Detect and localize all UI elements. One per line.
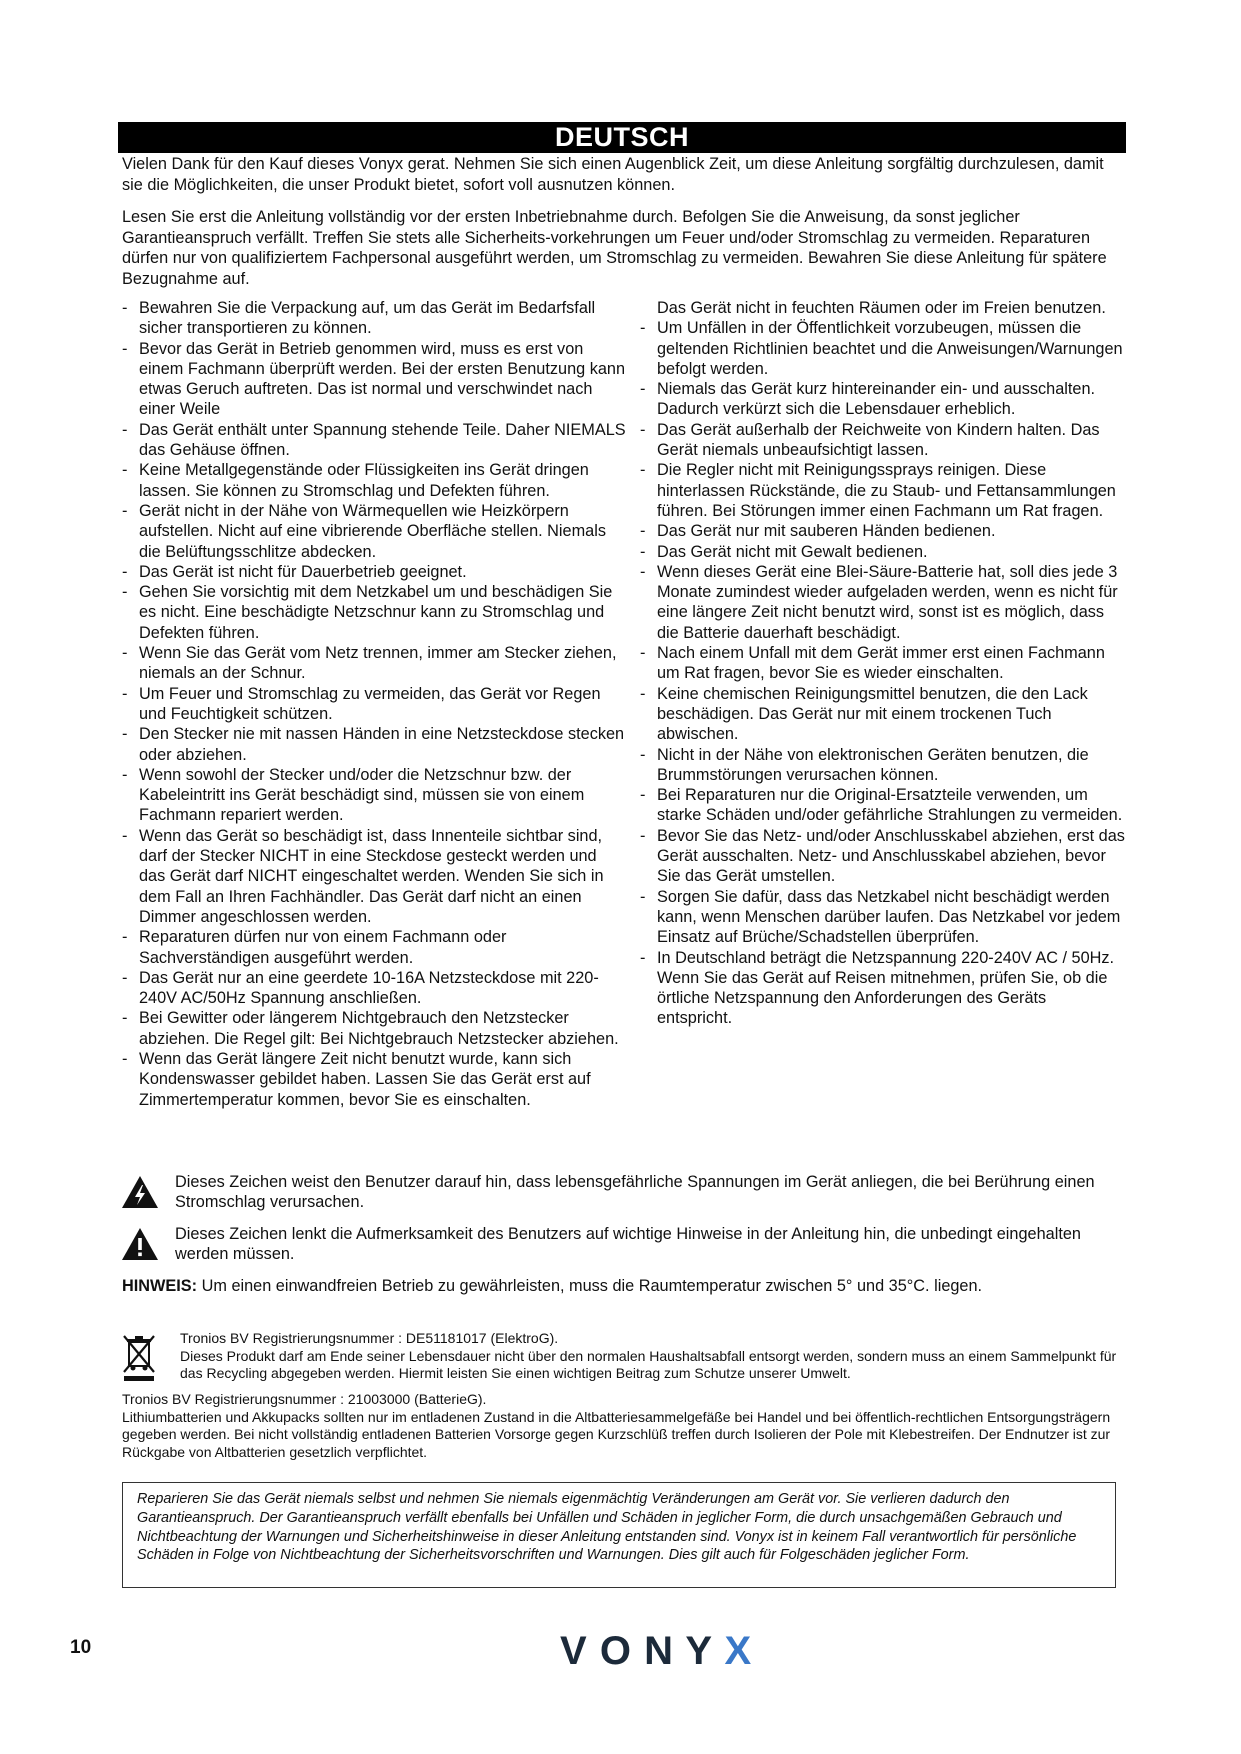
vonyx-logo [560, 1628, 753, 1673]
bullet-dash: - [640, 461, 646, 480]
bullet-dash: - [640, 380, 646, 399]
list-item [640, 826, 1125, 887]
list-item-text: Bei Gewitter oder längerem Nichtgebrauch den Netzstecker abziehen. Die Regel gilt: Bei Nichtgebrauch Netzstecker abziehen. [139, 1009, 619, 1048]
list-item [122, 562, 627, 582]
list-item [640, 948, 1125, 1029]
list-item [122, 643, 627, 684]
bullet-dash: - [640, 786, 646, 805]
bullet-dash: - [122, 644, 128, 663]
list-item [640, 887, 1125, 948]
list-item [122, 724, 627, 765]
list-item-text: Das Gerät nur mit sauberen Händen bedienen. [657, 522, 996, 541]
list-item [640, 542, 1125, 562]
list-item [122, 684, 627, 725]
bullet-dash: - [640, 420, 646, 439]
list-item-text: Bevor das Gerät in Betrieb genommen wird, muss es erst von einem Fachmann überprüft werden. Bei der ersten Benutzung kann etwas Geruch auftreten. Das ist normal und verschwindet nach einer Weile [139, 339, 626, 419]
list-item [640, 379, 1125, 420]
bullet-dash: - [122, 339, 128, 358]
bullet-dash: - [122, 826, 128, 845]
logo-letter: O [599, 1629, 632, 1673]
attention-warning-text: Dieses Zeichen lenkt die Aufmerksamkeit des Benutzers auf wichtige Hinweise in der Anleitung hin, die unbedingt eingehalten werden müssen. [175, 1225, 1081, 1264]
bullet-dash: - [122, 562, 128, 581]
list-item-text: Reparaturen dürfen nur von einem Fachmann oder Sachverständigen ausgeführt werden. [139, 928, 507, 967]
bullet-dash: - [640, 887, 646, 906]
list-item [640, 318, 1125, 379]
list-item [640, 460, 1125, 521]
weee-text: Dieses Produkt darf am Ende seiner Lebensdauer nicht über den normalen Haushaltsabfall entsorgt werden, sondern muss an einem Sammelpunkt für das Recycling abgegeben werden. Hiermit leisten Sie einen wichtigen Beitrag zum Schutze unserer Umwelt. [180, 1347, 1117, 1381]
bullet-dash: - [640, 684, 646, 703]
list-item-text: Wenn dieses Gerät eine Blei-Säure-Batterie hat, soll dies jede 3 Monate zumindest wieder aufgeladen werden, wenn es nicht für eine längere Zeit nicht benutzt wird, sonst ist es möglich, dass die Batterie dauerhaft beschädigt. [657, 562, 1118, 642]
bullet-dash: - [122, 501, 128, 520]
list-item-text: Niemals das Gerät kurz hintereinander ein- und ausschalten. Dadurch verkürzt sich die Lebensdauer erheblich. [657, 380, 1096, 419]
list-item [122, 420, 627, 461]
bullet-dash: - [640, 542, 646, 561]
bullet-dash: - [640, 948, 646, 967]
list-item [640, 562, 1125, 643]
safety-list-right [640, 298, 1125, 1029]
list-item [640, 684, 1125, 745]
weee-registration: Tronios BV Registrierungsnummer : DE51181017 (ElektroG). [180, 1330, 559, 1346]
list-item-text: Gerät nicht in der Nähe von Wärmequellen wie Heizkörpern aufstellen. Nicht auf eine vibrierende Oberfläche stellen. Niemals die Belüftungsschlitze abdecken. [139, 501, 606, 561]
bullet-dash: - [122, 725, 128, 744]
list-item-text: Sorgen Sie dafür, dass das Netzkabel nicht beschädigt werden kann, wenn Menschen darüber laufen. Das Netzkabel vor jedem Einsatz auf Brüche/Schadstellen überprüfen. [657, 887, 1121, 947]
list-item-text: Die Regler nicht mit Reinigungssprays reinigen. Diese hinterlassen Rückstände, die zu Staub- und Fettansammlungen führen. Bei Störungen immer einen Fachmann um Rat fragen. [657, 461, 1116, 520]
note-label: HINWEIS: [122, 1277, 198, 1295]
logo-letter: Y [685, 1629, 713, 1673]
list-item-text: Bei Reparaturen nur die Original-Ersatzteile verwenden, um starke Schäden und/oder gefährliche Strahlungen zu vermeiden. [657, 786, 1123, 825]
list-item [122, 927, 627, 968]
intro-paragraph-1: Vielen Dank für den Kauf dieses Vonyx gerat. Nehmen Sie sich einen Augenblick Zeit, um diese Anleitung sorgfältig durchzulesen, damit sie die Möglichkeiten, die unser Produkt bietet, sofort voll ausnutzen können. [122, 155, 1104, 194]
bullet-dash: - [640, 644, 646, 663]
bullet-dash: - [122, 583, 128, 602]
list-item-text: Das Gerät nicht mit Gewalt bedienen. [657, 542, 928, 561]
bullet-dash: - [122, 299, 128, 317]
bullet-dash: - [122, 684, 128, 703]
list-item-text: Um Feuer und Stromschlag zu vermeiden, das Gerät vor Regen und Feuchtigkeit schützen. [139, 684, 601, 723]
disclaimer-box: Reparieren Sie das Gerät niemals selbst und nehmen Sie niemals eigenmächtig Veränderungen am Gerät vor. Sie verlieren dadurch den Garantieanspruch. Der Garantieanspruch verfällt ebenfalls bei Unfällen und Schäden in jeglicher Form, die durch unsachgemäßen Gebrauch und Nichtbeachtung der Warnungen und Sicherheitshinweise in dieser Anleitung entstanden sind. Vonyx ist in keinem Fall verantwortlich für persönliche Schäden in Folge von Nichtbeachtung der Sicherheitsvorschriften und Warnungen. Dies gilt auch für Folgeschäden jeglicher Form. [122, 1482, 1116, 1588]
bullet-dash: - [640, 826, 646, 845]
page-number: 10 [70, 1637, 92, 1658]
bullet-dash: - [640, 319, 646, 338]
logo-letter: X [724, 1629, 753, 1673]
list-item-text: Wenn sowohl der Stecker und/oder die Netzschnur bzw. der Kabeleintritt ins Gerät beschädigt sind, müssen sie von einem Fachmann repariert werden. [139, 765, 585, 825]
list-item [122, 826, 627, 927]
list-item-text: Wenn Sie das Gerät vom Netz trennen, immer am Stecker ziehen, niemals an der Schnur. [139, 644, 617, 683]
list-item-text: Nicht in der Nähe von elektronischen Geräten benutzen, die Brummstörungen verursachen können. [657, 745, 1089, 784]
list-item-text: Bevor Sie das Netz- und/oder Anschlusskabel abziehen, erst das Gerät ausschalten. Netz- und Anschlusskabel abziehen, bevor Sie das Gerät umstellen. [657, 826, 1125, 886]
list-item [122, 765, 627, 826]
high-voltage-icon [120, 1174, 160, 1210]
list-item-text: Bewahren Sie die Verpackung auf, um das Gerät im Bedarfsfall sicher transportieren zu können. [139, 299, 596, 338]
list-item [122, 298, 627, 339]
list-item-text: Um Unfällen in der Öffentlichkeit vorzubeugen, müssen die geltenden Richtlinien beachtet und die Anweisungen/Warnungen befolgt werden. [657, 319, 1123, 378]
bullet-dash: - [122, 1009, 128, 1028]
battery-text: Lithiumbatterien und Akkupacks sollten nur im entladenen Zustand in die Altbatteriesammelgefäße bei Handel und bei öffentlich-rechtlichen Entsorgungsträgern gegeben werden. Bei nicht vollständig entladenen Batterien Vorsorge gegen Kurzschlüß treffen durch Isolieren der Pole mit Klebestreifen. Der Endnutzer ist zur Rückgabe von Altbatterien gesetzlich verpflichtet. [122, 1408, 1111, 1460]
list-item [640, 420, 1125, 461]
voltage-warning-text: Dieses Zeichen weist den Benutzer darauf hin, dass lebensgefährliche Spannungen im Gerät anliegen, die bei Berührung einen Stromschlag verursachen. [175, 1173, 1095, 1212]
list-continuation: Das Gerät nicht in feuchten Räumen oder im Freien benutzen. [657, 299, 1106, 317]
logo-letter: N [644, 1629, 674, 1673]
crossed-bin-icon [122, 1334, 156, 1382]
list-item [122, 1008, 627, 1049]
list-item [122, 460, 627, 501]
section-title: DEUTSCH [118, 122, 1126, 153]
bullet-dash: - [122, 1049, 128, 1068]
list-item-text: Den Stecker nie mit nassen Händen in eine Netzsteckdose stecken oder abziehen. [139, 725, 625, 764]
list-item [122, 501, 627, 562]
list-item-text: Wenn das Gerät so beschädigt ist, dass Innenteile sichtbar sind, darf der Stecker NICHT in eine Steckdose gesteckt werden und das Gerät darf NICHT eingeschaltet werden. Wenden Sie sich in dem Fall an Ihren Fachhändler. Das Gerät darf nicht an einen Dimmer angeschlossen werden. [139, 826, 604, 926]
exclamation-icon [120, 1226, 160, 1262]
list-item [640, 521, 1125, 541]
logo-letter: V [560, 1629, 588, 1673]
intro-paragraph-2: Lesen Sie erst die Anleitung vollständig vor der ersten Inbetriebnahme durch. Befolgen Sie die Anweisung, da sonst jeglicher Garantieanspruch verfällt. Treffen Sie stets alle Sicherheits-vorkehrungen um Feuer und/oder Stromschlag zu vermeiden. Reparaturen dürfen nur von qualifiziertem Fachpersonal ausgeführt werden, um Stromschlag zu vermeiden. Bewahren Sie diese Anleitung für spätere Bezugnahme auf. [122, 208, 1107, 288]
safety-list-left [122, 298, 627, 1110]
svg-text:V O N Y [560, 1629, 752, 1673]
list-item [122, 339, 627, 420]
list-item-text: Keine chemischen Reinigungsmittel benutzen, die den Lack beschädigen. Das Gerät nur mit einem trockenen Tuch abwischen. [657, 684, 1088, 744]
note-text: Um einen einwandfreien Betrieb zu gewährleisten, muss die Raumtemperatur zwischen 5° und 35°C. liegen. [197, 1277, 983, 1295]
battery-registration: Tronios BV Registrierungsnummer : 21003000 (BatterieG). [122, 1391, 487, 1407]
list-item-text: Nach einem Unfall mit dem Gerät immer erst einen Fachmann um Rat fragen, bevor Sie es wieder einschalten. [657, 644, 1105, 683]
list-item-text: Das Gerät enthält unter Spannung stehende Teile. Daher NIEMALS das Gehäuse öffnen. [139, 420, 626, 460]
list-item [122, 1049, 627, 1110]
list-item [122, 968, 627, 1009]
list-item-text: Wenn das Gerät längere Zeit nicht benutzt wurde, kann sich Kondenswasser gebildet haben. Lassen Sie das Gerät erst auf Zimmertemperatur kommen, bevor Sie es einschalten. [139, 1049, 591, 1109]
note [122, 1276, 1122, 1297]
list-item [640, 785, 1125, 826]
battery-notice [122, 1391, 1132, 1461]
list-item-text: Das Gerät nur an eine geerdete 10-16A Netzsteckdose mit 220-240V AC/50Hz Spannung anschließen. [139, 968, 599, 1008]
bullet-dash: - [640, 522, 646, 541]
bullet-dash: - [122, 968, 128, 987]
list-item [640, 643, 1125, 684]
bullet-dash: - [122, 928, 128, 947]
list-item-text: In Deutschland beträgt die Netzspannung 220-240V AC / 50Hz. Wenn Sie das Gerät auf Reisen mitnehmen, prüfen Sie, ob die örtliche Netzspannung den Anforderungen des Geräts entspricht. [657, 948, 1115, 1028]
bullet-dash: - [122, 420, 128, 439]
list-item-text: Keine Metallgegenstände oder Flüssigkeiten ins Gerät dringen lassen. Sie können zu Stromschlag und Defekten führen. [139, 461, 589, 500]
list-item [122, 582, 627, 643]
list-item-text: Das Gerät außerhalb der Reichweite von Kindern halten. Das Gerät niemals unbeaufsichtigt lassen. [657, 420, 1100, 460]
bullet-dash: - [122, 765, 128, 784]
bullet-dash: - [122, 461, 128, 480]
bullet-dash: - [640, 562, 646, 581]
list-item-text: Gehen Sie vorsichtig mit dem Netzkabel um und beschädigen Sie es nicht. Eine beschädigte Netzschnur kann zu Stromschlag und Defekten führen. [139, 583, 613, 642]
list-item-text: Das Gerät ist nicht für Dauerbetrieb geeignet. [139, 562, 467, 581]
bullet-dash: - [640, 745, 646, 764]
list-item [640, 745, 1125, 786]
